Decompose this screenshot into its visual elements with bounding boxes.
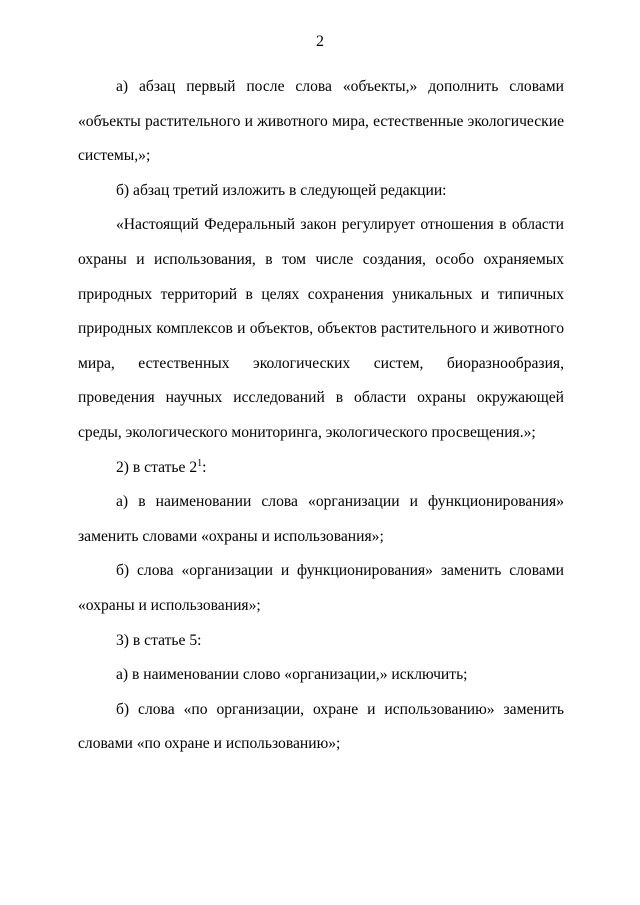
article-2-1-suffix: : [202, 458, 207, 476]
paragraph-article-5: 3) в статье 5: [116, 631, 202, 649]
document-body [78, 70, 564, 762]
article-2-1-prefix: 2) в статье 2 [116, 458, 198, 476]
paragraph-article-5-item-a: а) в наименовании слово «организации,» исключить; [116, 666, 468, 684]
paragraph-item-b-third-abzac: б) абзац третий изложить в следующей редакции: [116, 181, 447, 199]
paragraph-article-2-1-item-a: а) в наименовании слова «организации и функционирования» заменить словами «охраны и использования»; [78, 493, 564, 545]
paragraph-article-5-item-b: б) слова «по организации, охране и использованию» заменить словами «по охране и использованию»; [78, 700, 564, 753]
article-2-1-superscript: 1 [197, 457, 203, 469]
paragraph-quoted-new-wording: «Настоящий Федеральный закон регулирует отношения в области охраны и использования, в том числе создания, особо охраняемых природных территорий в целях сохранения уникальных и типичных природных комплексов и объектов, объектов растительного и животного мира, естественных экологических систем, биоразнообразия, проведения научных исследований в области охраны окружающей среды, экологического мониторинга, экологического просвещения.»; [78, 216, 564, 441]
paragraph-article-2-1 [78, 451, 564, 486]
page-number: 2 [316, 33, 324, 50]
paragraph-item-a-first-abzac: а) абзац первый после слова «объекты,» дополнить словами «объекты растительного и животного мира, естественные экологические системы,»; [78, 78, 564, 165]
paragraph-article-2-1-item-b: б) слова «организации и функционирования» заменить словами «охраны и использования»; [78, 562, 564, 614]
